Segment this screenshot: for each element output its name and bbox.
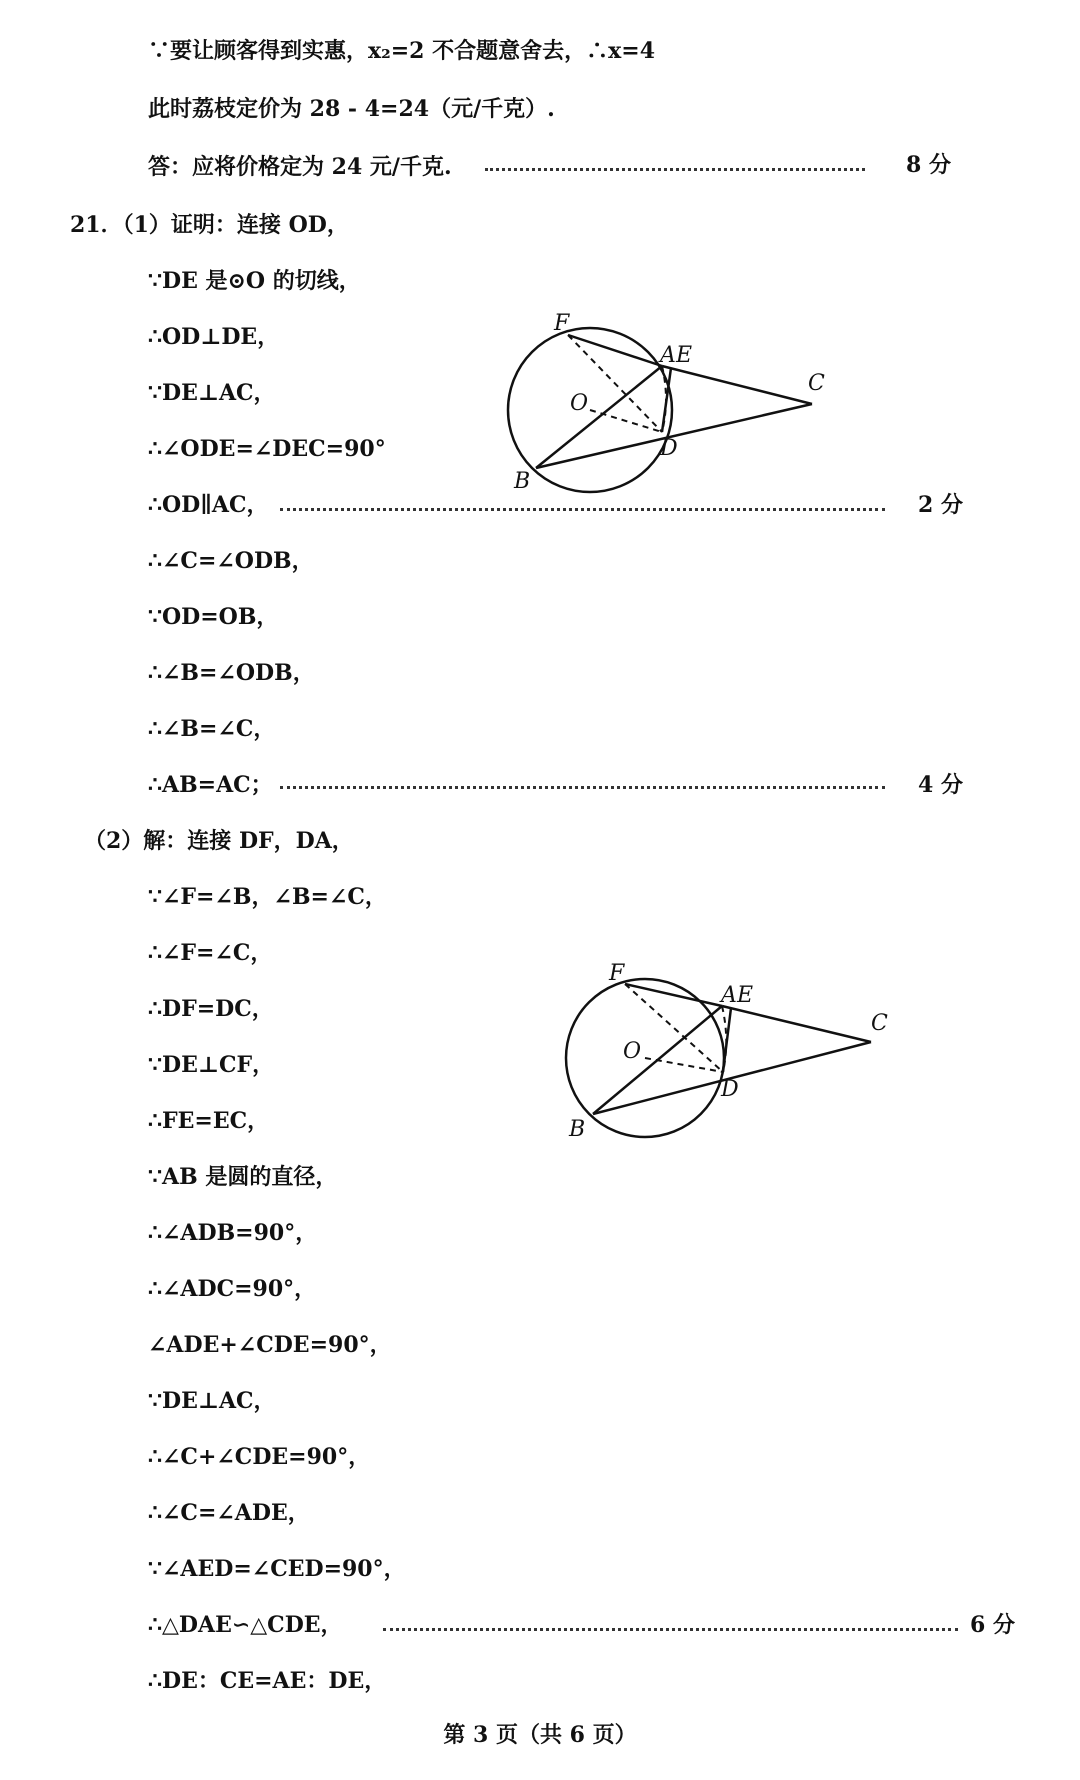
solution-line: ∵DE⊥CF，	[148, 1052, 275, 1078]
proof-line: ∴∠B=∠C，	[148, 716, 276, 742]
solution-line: ∴∠ADC=90°，	[148, 1276, 317, 1302]
proof-line: ∴OD∥AC，	[148, 492, 269, 518]
label-D: D	[721, 1077, 739, 1102]
solution-line: ∵DE⊥AC，	[148, 1388, 276, 1414]
proof-line: ∵DE⊥AC，	[148, 380, 276, 406]
solution-line: ∵∠AED=∠CED=90°，	[148, 1556, 406, 1582]
solution-line: ∴∠C+∠CDE=90°，	[148, 1444, 371, 1470]
solution-line: ∴∠F=∠C，	[148, 940, 273, 966]
label-D: D	[660, 436, 678, 461]
dotted-leader	[485, 168, 865, 171]
score-2: 2 分	[918, 492, 963, 518]
solution-line: ∴∠C=∠ADE，	[148, 1500, 310, 1526]
geometry-figure-2	[555, 960, 895, 1160]
label-E: E	[737, 983, 754, 1008]
label-A: A	[721, 983, 737, 1008]
score-4: 4 分	[918, 772, 963, 798]
geometry-figure-1	[500, 300, 860, 510]
solution-line: ∠ADE+∠CDE=90°，	[148, 1332, 392, 1358]
label-A: A	[660, 343, 676, 368]
solution-line: ∴DE：CE=AE：DE，	[148, 1668, 387, 1694]
proof-line: ∵DE 是⊙O 的切线，	[148, 268, 361, 294]
page-footer: 第 3 页（共 6 页）	[443, 1722, 637, 1748]
solution-line: ∴DF=DC，	[148, 996, 274, 1022]
label-F: F	[554, 311, 570, 336]
solution-line: ∵AB 是圆的直径，	[148, 1164, 338, 1190]
question-21-header: 21．（1）证明：连接 OD，	[70, 212, 349, 238]
text-line-reject-solution: ∵要让顾客得到实惠，x₂=2 不合题意舍去，∴x=4	[148, 38, 656, 64]
solution-line: ∵∠F=∠B，∠B=∠C，	[148, 884, 387, 910]
score-6: 6 分	[970, 1612, 1015, 1638]
proof-line: ∵OD=OB，	[148, 604, 279, 630]
label-B: B	[569, 1117, 586, 1142]
dotted-leader	[280, 786, 885, 789]
proof-line: ∴AB=AC；	[148, 772, 273, 798]
proof-line: ∴∠ODE=∠DEC=90°	[148, 436, 386, 462]
label-F: F	[609, 961, 625, 986]
text-line-answer: 答：应将价格定为 24 元/千克.	[148, 154, 452, 180]
label-C: C	[808, 371, 825, 396]
label-E: E	[676, 343, 693, 368]
part-2-header: （2）解：连接 DF，DA，	[84, 828, 354, 854]
proof-line: ∴OD⊥DE，	[148, 324, 280, 350]
label-B: B	[514, 469, 531, 494]
solution-line: ∴∠ADB=90°，	[148, 1220, 318, 1246]
solution-line: ∴FE=EC，	[148, 1108, 270, 1134]
solution-line: ∴△DAE∽△CDE，	[148, 1612, 343, 1638]
dotted-leader	[383, 1628, 958, 1631]
label-O: O	[570, 391, 589, 416]
proof-line: ∴∠C=∠ODB，	[148, 548, 314, 574]
proof-line: ∴∠B=∠ODB，	[148, 660, 315, 686]
label-O: O	[623, 1039, 642, 1064]
label-C: C	[871, 1011, 888, 1036]
text-line-price-calc: 此时荔枝定价为 28 - 4=24（元/千克）.	[148, 96, 555, 122]
score-8: 8 分	[906, 152, 951, 178]
